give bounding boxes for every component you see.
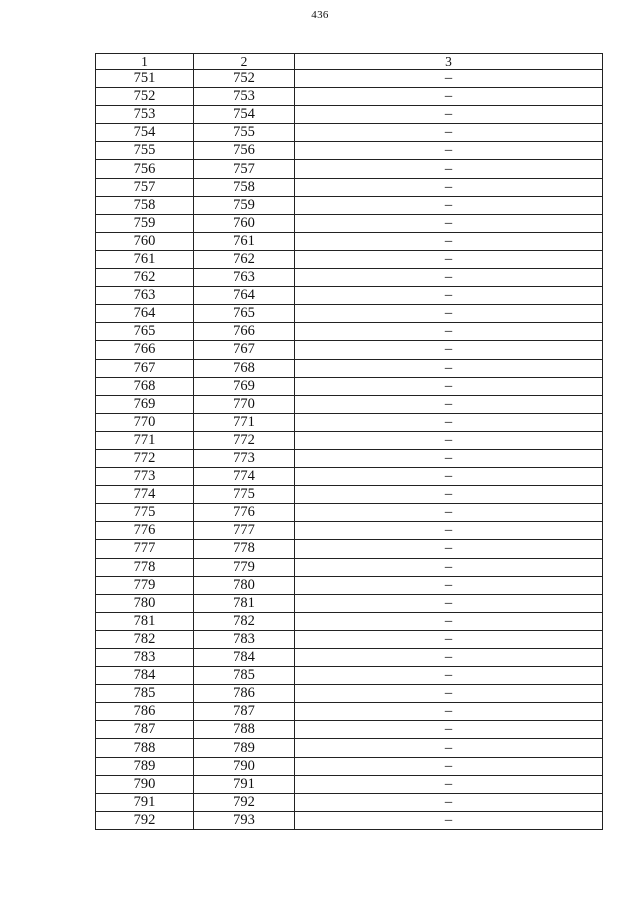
table-cell-col-3: – [295, 576, 603, 594]
table-cell-col-1: 792 [96, 811, 194, 829]
table-cell-col-2: 762 [194, 250, 295, 268]
table-cell-col-1: 780 [96, 594, 194, 612]
table-cell-col-3: – [295, 431, 603, 449]
table-cell-col-1: 789 [96, 757, 194, 775]
table-cell-col-3: – [295, 522, 603, 540]
table-cell-col-3: – [295, 449, 603, 467]
table-row [96, 811, 603, 829]
table-cell-col-3: – [295, 395, 603, 413]
table-body [96, 70, 603, 830]
table-cell-col-1: 785 [96, 685, 194, 703]
table-cell-col-3: – [295, 594, 603, 612]
table-row [96, 88, 603, 106]
table-cell-col-1: 757 [96, 178, 194, 196]
table-row [96, 540, 603, 558]
table-row [96, 667, 603, 685]
table-cell-col-3: – [295, 196, 603, 214]
table-row [96, 178, 603, 196]
table-cell-col-3: – [295, 540, 603, 558]
table-row [96, 142, 603, 160]
table-cell-col-3: – [295, 739, 603, 757]
table-cell-col-2: 780 [194, 576, 295, 594]
table-cell-col-1: 774 [96, 486, 194, 504]
table-cell-col-3: – [295, 667, 603, 685]
table-cell-col-1: 784 [96, 667, 194, 685]
table-cell-col-2: 775 [194, 486, 295, 504]
table-cell-col-2: 777 [194, 522, 295, 540]
table-cell-col-3: – [295, 775, 603, 793]
table-cell-col-1: 752 [96, 88, 194, 106]
table-cell-col-2: 767 [194, 341, 295, 359]
table-cell-col-2: 773 [194, 449, 295, 467]
table-row [96, 685, 603, 703]
table-row [96, 341, 603, 359]
table-cell-col-2: 778 [194, 540, 295, 558]
table-cell-col-1: 782 [96, 630, 194, 648]
table-row [96, 522, 603, 540]
table-cell-col-2: 766 [194, 323, 295, 341]
table-cell-col-2: 792 [194, 793, 295, 811]
table-row [96, 124, 603, 142]
table-cell-col-3: – [295, 269, 603, 287]
table-cell-col-1: 788 [96, 739, 194, 757]
table-cell-col-1: 777 [96, 540, 194, 558]
table-cell-col-3: – [295, 811, 603, 829]
table-cell-col-2: 785 [194, 667, 295, 685]
table-cell-col-2: 791 [194, 775, 295, 793]
table-row [96, 576, 603, 594]
table-cell-col-3: – [295, 178, 603, 196]
table-cell-col-2: 759 [194, 196, 295, 214]
table-cell-col-3: – [295, 630, 603, 648]
table-row [96, 431, 603, 449]
table-cell-col-2: 774 [194, 468, 295, 486]
table-cell-col-1: 790 [96, 775, 194, 793]
table-row [96, 739, 603, 757]
table-cell-col-1: 751 [96, 70, 194, 88]
table-header-row [96, 54, 603, 70]
table-cell-col-2: 771 [194, 413, 295, 431]
table-row [96, 232, 603, 250]
table-row [96, 757, 603, 775]
table-cell-col-3: – [295, 214, 603, 232]
table-cell-col-1: 754 [96, 124, 194, 142]
table-row [96, 468, 603, 486]
column-header-1: 1 [96, 54, 194, 70]
table-cell-col-3: – [295, 703, 603, 721]
table-cell-col-2: 761 [194, 232, 295, 250]
table-cell-col-2: 763 [194, 269, 295, 287]
table-cell-col-3: – [295, 160, 603, 178]
table-cell-col-1: 759 [96, 214, 194, 232]
table-row [96, 594, 603, 612]
table-row [96, 721, 603, 739]
table-cell-col-2: 784 [194, 649, 295, 667]
table-cell-col-2: 790 [194, 757, 295, 775]
table-row [96, 504, 603, 522]
table-row [96, 486, 603, 504]
table-row [96, 160, 603, 178]
table-cell-col-3: – [295, 232, 603, 250]
table-cell-col-3: – [295, 305, 603, 323]
table-row [96, 649, 603, 667]
table-cell-col-3: – [295, 341, 603, 359]
table-row [96, 775, 603, 793]
table-cell-col-1: 766 [96, 341, 194, 359]
table-cell-col-3: – [295, 793, 603, 811]
table-cell-col-3: – [295, 413, 603, 431]
column-header-2: 2 [194, 54, 295, 70]
table-cell-col-3: – [295, 486, 603, 504]
table-row [96, 703, 603, 721]
table-cell-col-1: 769 [96, 395, 194, 413]
table-cell-col-3: – [295, 124, 603, 142]
table-cell-col-3: – [295, 323, 603, 341]
table-cell-col-3: – [295, 468, 603, 486]
table-cell-col-2: 764 [194, 287, 295, 305]
table-cell-col-2: 753 [194, 88, 295, 106]
table-cell-col-3: – [295, 88, 603, 106]
table-cell-col-1: 762 [96, 269, 194, 287]
table-cell-col-2: 755 [194, 124, 295, 142]
table-cell-col-1: 760 [96, 232, 194, 250]
table-cell-col-1: 787 [96, 721, 194, 739]
table-cell-col-1: 779 [96, 576, 194, 594]
data-table [95, 53, 603, 830]
table-row [96, 305, 603, 323]
table-cell-col-3: – [295, 142, 603, 160]
table-cell-col-3: – [295, 721, 603, 739]
table-cell-col-1: 768 [96, 377, 194, 395]
table-cell-col-3: – [295, 504, 603, 522]
table-row [96, 196, 603, 214]
table-cell-col-1: 765 [96, 323, 194, 341]
table-row [96, 793, 603, 811]
table-cell-col-2: 768 [194, 359, 295, 377]
table-cell-col-2: 786 [194, 685, 295, 703]
table-cell-col-1: 755 [96, 142, 194, 160]
table-cell-col-1: 756 [96, 160, 194, 178]
table-cell-col-3: – [295, 377, 603, 395]
table-cell-col-2: 776 [194, 504, 295, 522]
table-row [96, 395, 603, 413]
table-cell-col-1: 761 [96, 250, 194, 268]
table-cell-col-1: 776 [96, 522, 194, 540]
table-cell-col-2: 787 [194, 703, 295, 721]
table-row [96, 214, 603, 232]
table-cell-col-1: 781 [96, 612, 194, 630]
table-cell-col-1: 791 [96, 793, 194, 811]
table-row [96, 287, 603, 305]
table-cell-col-2: 788 [194, 721, 295, 739]
table-row [96, 323, 603, 341]
table-row [96, 377, 603, 395]
table-cell-col-1: 764 [96, 305, 194, 323]
table-row [96, 449, 603, 467]
table-cell-col-1: 771 [96, 431, 194, 449]
table-cell-col-2: 757 [194, 160, 295, 178]
table-cell-col-2: 779 [194, 558, 295, 576]
table-cell-col-3: – [295, 757, 603, 775]
table-cell-col-3: – [295, 649, 603, 667]
table-cell-col-3: – [295, 685, 603, 703]
page-number: 436 [311, 9, 329, 21]
table-cell-col-2: 758 [194, 178, 295, 196]
table-row [96, 612, 603, 630]
table-cell-col-2: 783 [194, 630, 295, 648]
table-cell-col-1: 758 [96, 196, 194, 214]
table-cell-col-3: – [295, 70, 603, 88]
table-cell-col-1: 753 [96, 106, 194, 124]
table-cell-col-2: 782 [194, 612, 295, 630]
table-cell-col-1: 786 [96, 703, 194, 721]
table-row [96, 70, 603, 88]
table-row [96, 413, 603, 431]
table-cell-col-2: 772 [194, 431, 295, 449]
table-cell-col-2: 765 [194, 305, 295, 323]
table-cell-col-3: – [295, 359, 603, 377]
table-row [96, 630, 603, 648]
table-cell-col-3: – [295, 106, 603, 124]
table-cell-col-2: 756 [194, 142, 295, 160]
table-row [96, 558, 603, 576]
table-cell-col-1: 775 [96, 504, 194, 522]
table-cell-col-1: 770 [96, 413, 194, 431]
table-cell-col-3: – [295, 612, 603, 630]
table-cell-col-2: 789 [194, 739, 295, 757]
table-cell-col-3: – [295, 287, 603, 305]
table-cell-col-3: – [295, 558, 603, 576]
table-cell-col-1: 767 [96, 359, 194, 377]
table-cell-col-1: 783 [96, 649, 194, 667]
table-row [96, 269, 603, 287]
table-cell-col-2: 752 [194, 70, 295, 88]
table-cell-col-1: 772 [96, 449, 194, 467]
table-cell-col-2: 781 [194, 594, 295, 612]
table-cell-col-2: 769 [194, 377, 295, 395]
table-row [96, 359, 603, 377]
column-header-3: 3 [295, 54, 603, 70]
table-row [96, 250, 603, 268]
table-cell-col-2: 760 [194, 214, 295, 232]
table-cell-col-2: 754 [194, 106, 295, 124]
table-row [96, 106, 603, 124]
table-cell-col-2: 793 [194, 811, 295, 829]
table-cell-col-2: 770 [194, 395, 295, 413]
table-cell-col-1: 778 [96, 558, 194, 576]
table-cell-col-3: – [295, 250, 603, 268]
table-cell-col-1: 763 [96, 287, 194, 305]
table-cell-col-1: 773 [96, 468, 194, 486]
